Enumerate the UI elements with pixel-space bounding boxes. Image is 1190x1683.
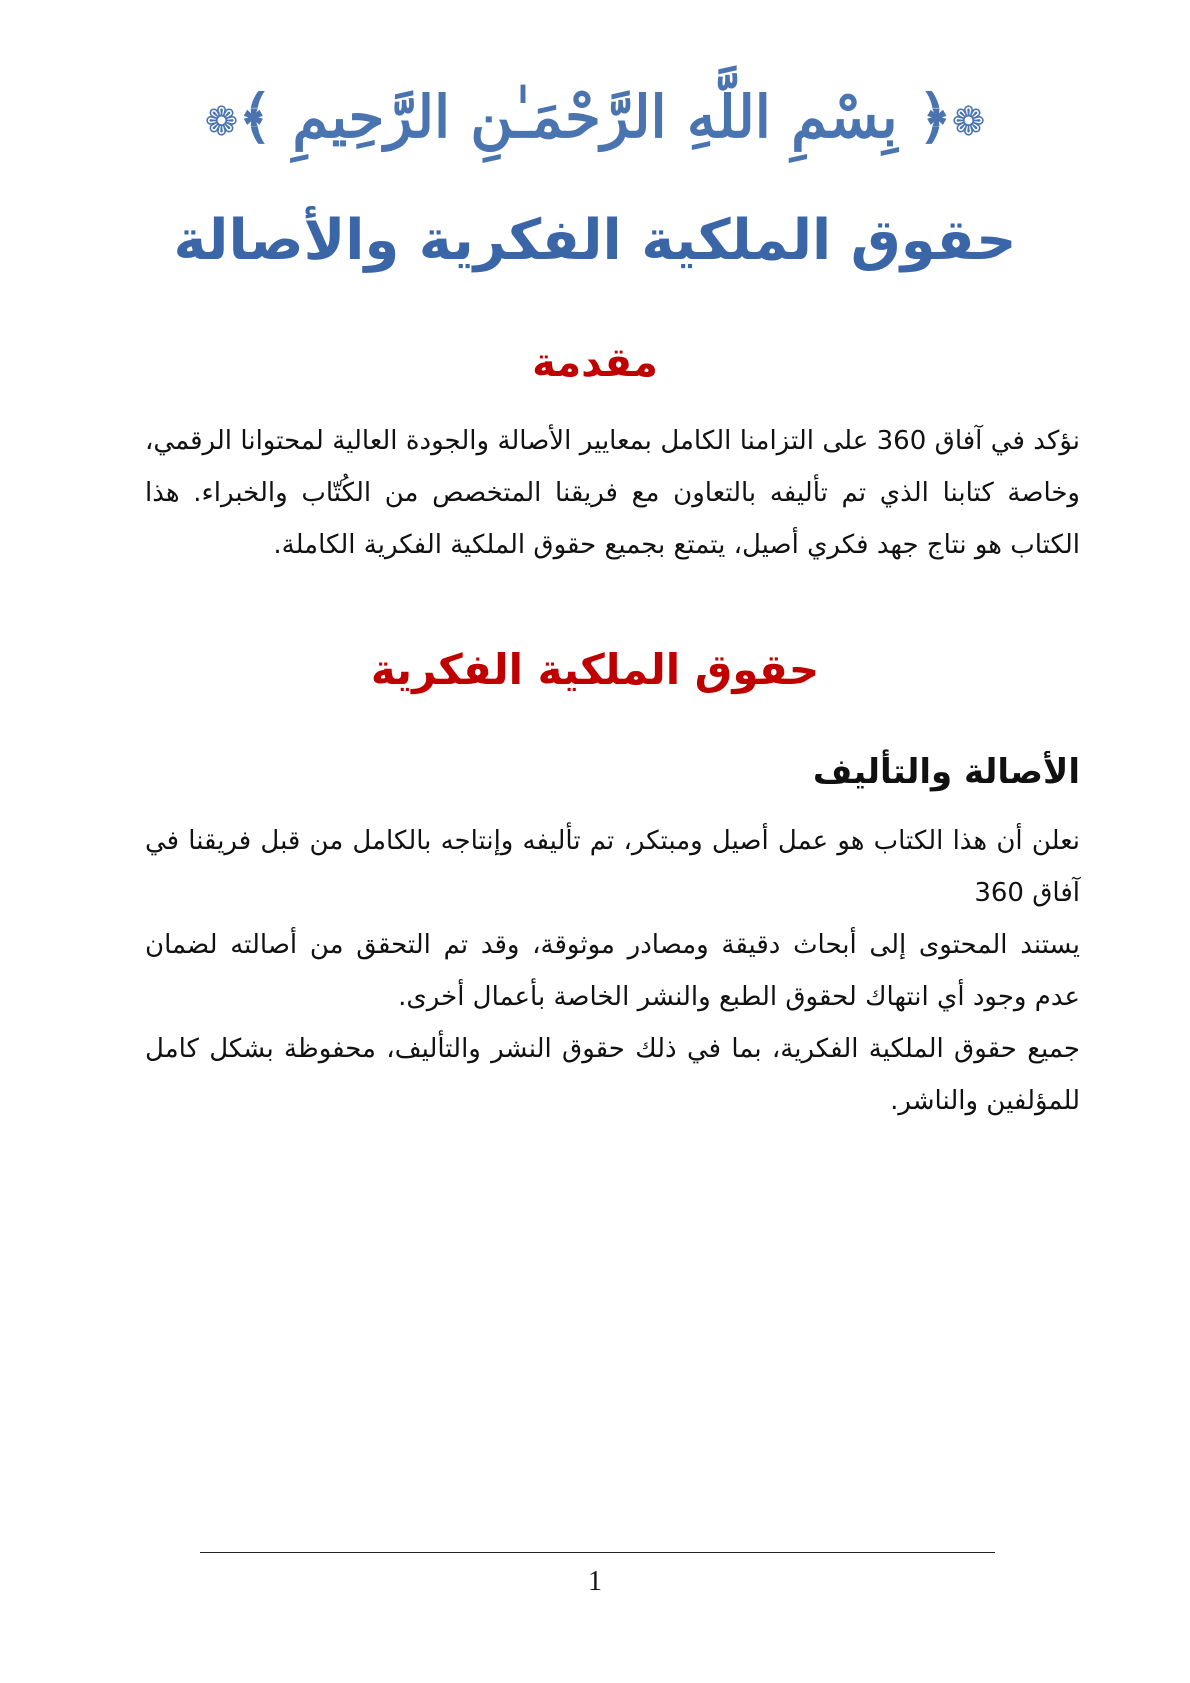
- basmala-text: بِسْمِ اللَّهِ الرَّحْمَـٰنِ الرَّحِيمِ: [292, 83, 898, 151]
- basmala: [0, 80, 1190, 155]
- page-number: 1: [588, 1566, 602, 1597]
- page-title: حقوق الملكية الفكرية والأصالة: [173, 208, 1017, 273]
- basmala-right-bracket: ﴿: [917, 83, 952, 151]
- originality-subheading: الأصالة والتأليف: [812, 752, 1080, 792]
- intro-paragraph: نؤكد في آفاق 360 على التزامنا الكامل بمعايير الأصالة والجودة العالية لمحتوانا الرقمي، وخاصة كتابنا الذي تم تأليفه بالتعاون مع فريقنا المتخصص من الكُتّاب والخبراء. هذا الكتاب هو نتاج جهد فكري أصيل، يتمتع بجميع حقوق الملكية الفكرية الكاملة.: [145, 426, 1080, 560]
- footer-divider: [200, 1552, 995, 1553]
- ip-heading: حقوق الملكية الفكرية: [370, 645, 820, 694]
- originality-paragraph-3: جميع حقوق الملكية الفكرية، بما في ذلك حقوق النشر والتأليف، محفوظة بشكل كامل للمؤلفين والناشر.: [145, 1034, 1080, 1116]
- right-ornament-icon: ❁: [951, 99, 986, 145]
- left-ornament-icon: ❁: [204, 99, 239, 145]
- originality-paragraph-2: يستند المحتوى إلى أبحاث دقيقة ومصادر موثوقة، وقد تم التحقق من أصالته لضمان عدم وجود أي انتهاك لحقوق الطبع والنشر الخاصة بأعمال أخرى.: [145, 930, 1080, 1012]
- intro-heading: مقدمة: [532, 340, 658, 386]
- originality-body: [145, 815, 1080, 1127]
- basmala-left-bracket: ﴾: [238, 83, 273, 151]
- originality-paragraph-1: نعلن أن هذا الكتاب هو عمل أصيل ومبتكر، تم تأليفه وإنتاجه بالكامل من قبل فريقنا في آفاق 360: [145, 826, 1080, 908]
